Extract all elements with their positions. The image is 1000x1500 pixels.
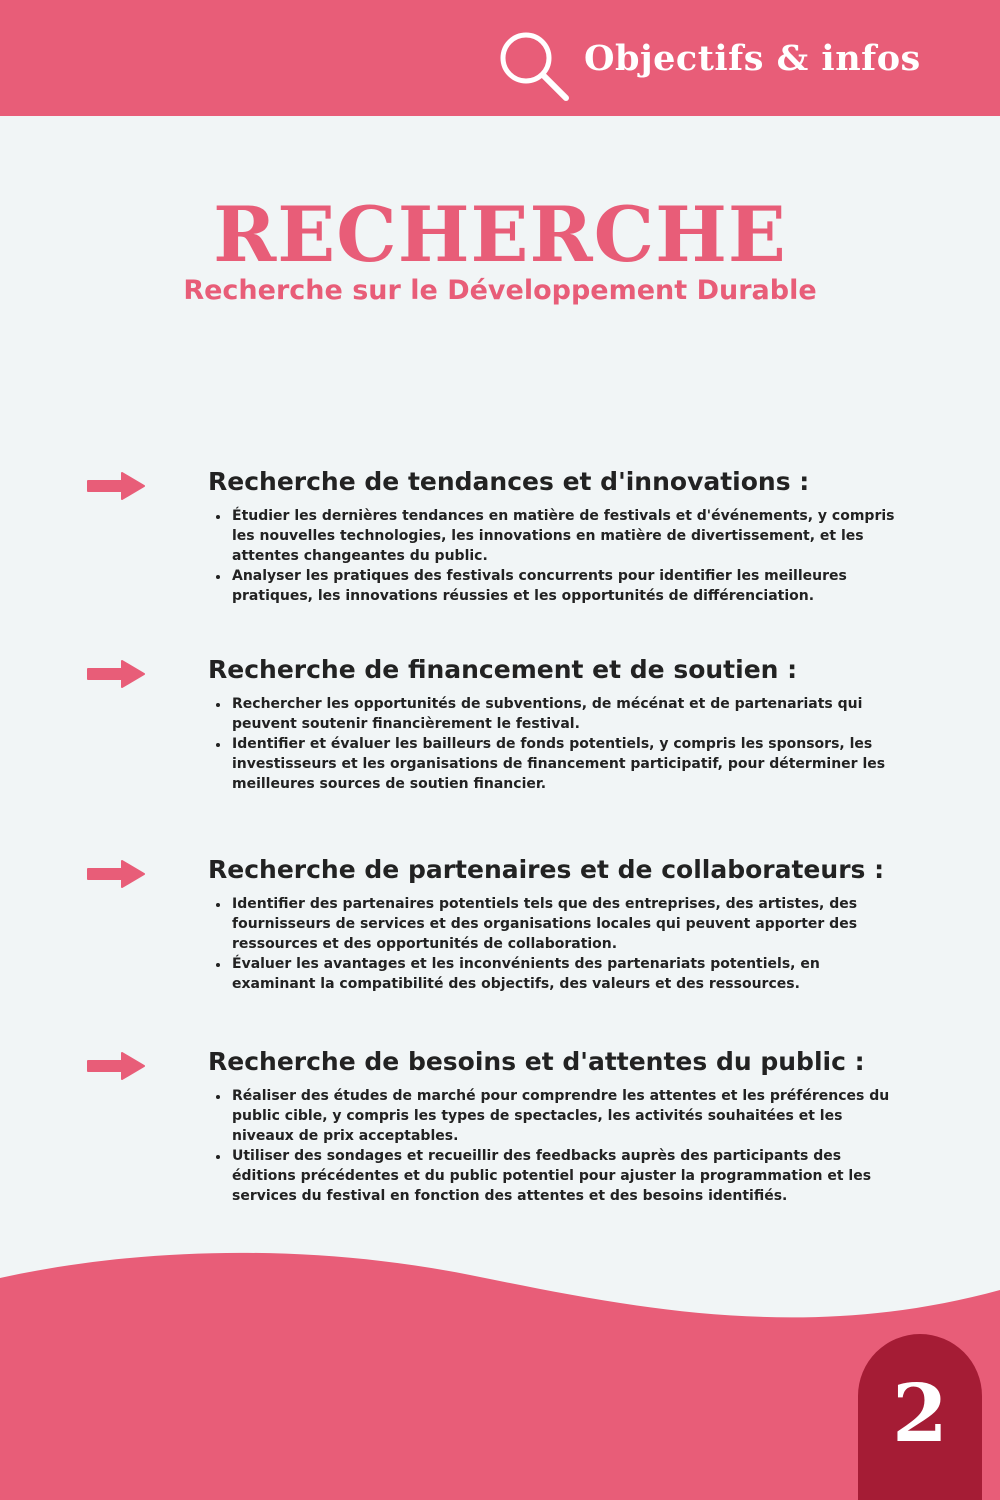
bullet-item: Identifier des partenaires potentiels tels que des entreprises, des artistes, des fournisseurs de services et des organisations locales qui peuvent apporter des ressources et des opportunités de collaboration. <box>214 894 904 954</box>
header-band <box>0 0 1000 116</box>
bullet-list <box>214 694 904 794</box>
bottom-wave-decoration <box>0 1250 1000 1500</box>
bullet-item: Identifier et évaluer les bailleurs de fonds potentiels, y compris les sponsors, les investisseurs et les organisations de financement participatif, pour déterminer les meilleures sources de soutien financier. <box>214 734 904 794</box>
section-heading: Recherche de besoins et d'attentes du public : <box>208 1047 865 1076</box>
bullet-item: Évaluer les avantages et les inconvénients des partenariats potentiels, en examinant la compatibilité des objectifs, des valeurs et des ressources. <box>214 954 904 994</box>
page-number-badge <box>858 1334 982 1500</box>
search-icon <box>496 28 572 104</box>
page-title: RECHERCHE <box>213 190 787 279</box>
bullet-list <box>214 1086 904 1206</box>
page-number: 2 <box>892 1366 948 1460</box>
bullet-item: Analyser les pratiques des festivals concurrents pour identifier les meilleures pratiques, les innovations réussies et les opportunités de différenciation. <box>214 566 904 606</box>
bullet-item: Réaliser des études de marché pour comprendre les attentes et les préférences du public cible, y compris les types de spectacles, les activités souhaitées et les niveaux de prix acceptables. <box>214 1086 904 1146</box>
arrow-right-icon <box>86 1051 146 1081</box>
arrow-right-icon <box>86 859 146 889</box>
section-heading: Recherche de financement et de soutien : <box>208 655 798 684</box>
section-heading: Recherche de partenaires et de collaborateurs : <box>208 855 885 884</box>
arrow-right-icon <box>86 471 146 501</box>
bullet-item: Étudier les dernières tendances en matière de festivals et d'événements, y compris les nouvelles technologies, les innovations en matière de divertissement, et les attentes changeantes du public. <box>214 506 904 566</box>
page-subtitle: Recherche sur le Développement Durable <box>183 275 817 306</box>
bullet-list <box>214 506 904 606</box>
header-title: Objectifs & infos <box>584 38 921 79</box>
bullet-list <box>214 894 904 994</box>
bullet-item: Rechercher les opportunités de subventions, de mécénat et de partenariats qui peuvent soutenir financièrement le festival. <box>214 694 904 734</box>
section-heading: Recherche de tendances et d'innovations : <box>208 467 810 496</box>
arrow-right-icon <box>86 659 146 689</box>
bullet-item: Utiliser des sondages et recueillir des feedbacks auprès des participants des éditions précédentes et du public potentiel pour ajuster la programmation et les services du festival en fonction des attentes et des besoins identifiés. <box>214 1146 904 1206</box>
